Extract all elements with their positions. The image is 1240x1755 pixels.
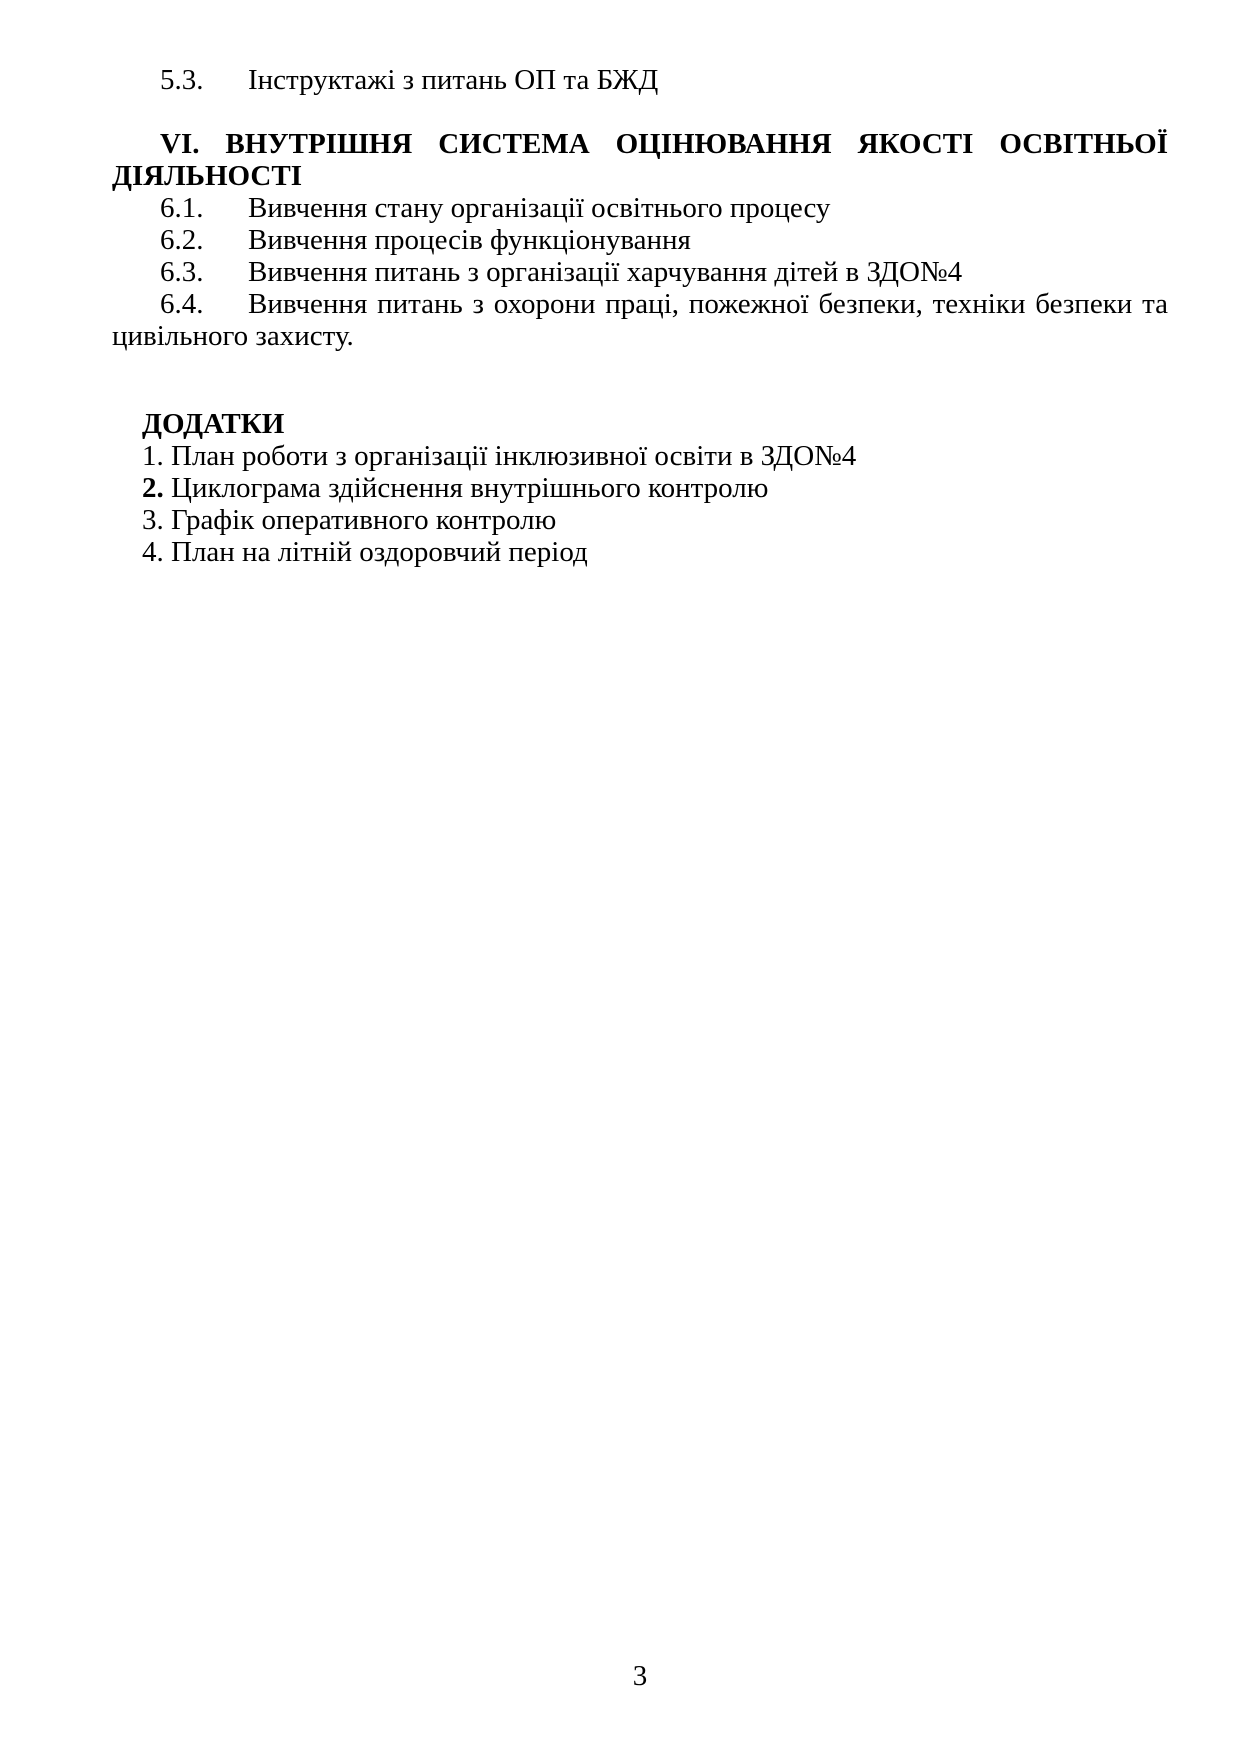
appendix-item-number: 1. [142, 440, 164, 472]
appendix-item-4 [112, 536, 1168, 568]
document-body [112, 64, 1168, 568]
appendix-title: ДОДАТКИ [142, 408, 285, 440]
list-item-6-4 [112, 288, 1168, 352]
item-number: 6.3. [160, 256, 204, 288]
item-number: 6.2. [160, 224, 204, 256]
appendix-item-2 [112, 472, 1168, 504]
list-item-6-2 [112, 224, 1168, 256]
item-number: 5.3. [160, 64, 204, 96]
item-number: 6.1. [160, 192, 204, 224]
appendix-section [112, 408, 1168, 568]
appendix-item-text: Графік оперативного контролю [171, 504, 557, 536]
appendix-item-text: План на літній оздоровчий період [171, 536, 588, 568]
item-number: 6.4. [160, 288, 204, 320]
appendix-item-3 [112, 504, 1168, 536]
section-vi-heading-line2: ДІЯЛЬНОСТІ [112, 160, 303, 192]
item-text: Вивчення стану організації освітнього процесу [248, 192, 831, 224]
appendix-item-number: 3. [142, 504, 164, 536]
item-text: Вивчення питань з організації харчування дітей в ЗДО№4 [248, 256, 963, 288]
list-item-5-3 [112, 64, 1168, 96]
appendix-item-1 [112, 440, 1168, 472]
section-vi-heading [112, 128, 1168, 192]
list-item-6-3 [112, 256, 1168, 288]
section-vi-heading-line1: VI. ВНУТРІШНЯ СИСТЕМА ОЦІНЮВАННЯ ЯКОСТІ ОСВІТНЬОЇ [160, 128, 1168, 160]
list-item-6-1 [112, 192, 1168, 224]
appendix-item-text: Циклограма здійснення внутрішнього контролю [171, 472, 769, 504]
item-text: Вивчення питань з охорони праці, пожежної безпеки, техніки безпеки та цивільного захисту. [112, 288, 1168, 352]
appendix-item-number: 2. [142, 472, 164, 504]
appendix-item-number: 4. [142, 536, 164, 568]
item-text: Вивчення процесів функціонування [248, 224, 691, 256]
appendix-item-text: План роботи з організації інклюзивної освіти в ЗДО№4 [171, 440, 857, 472]
item-text: Інструктажі з питань ОП та БЖД [248, 64, 659, 96]
page-number: 3 [632, 1660, 648, 1692]
